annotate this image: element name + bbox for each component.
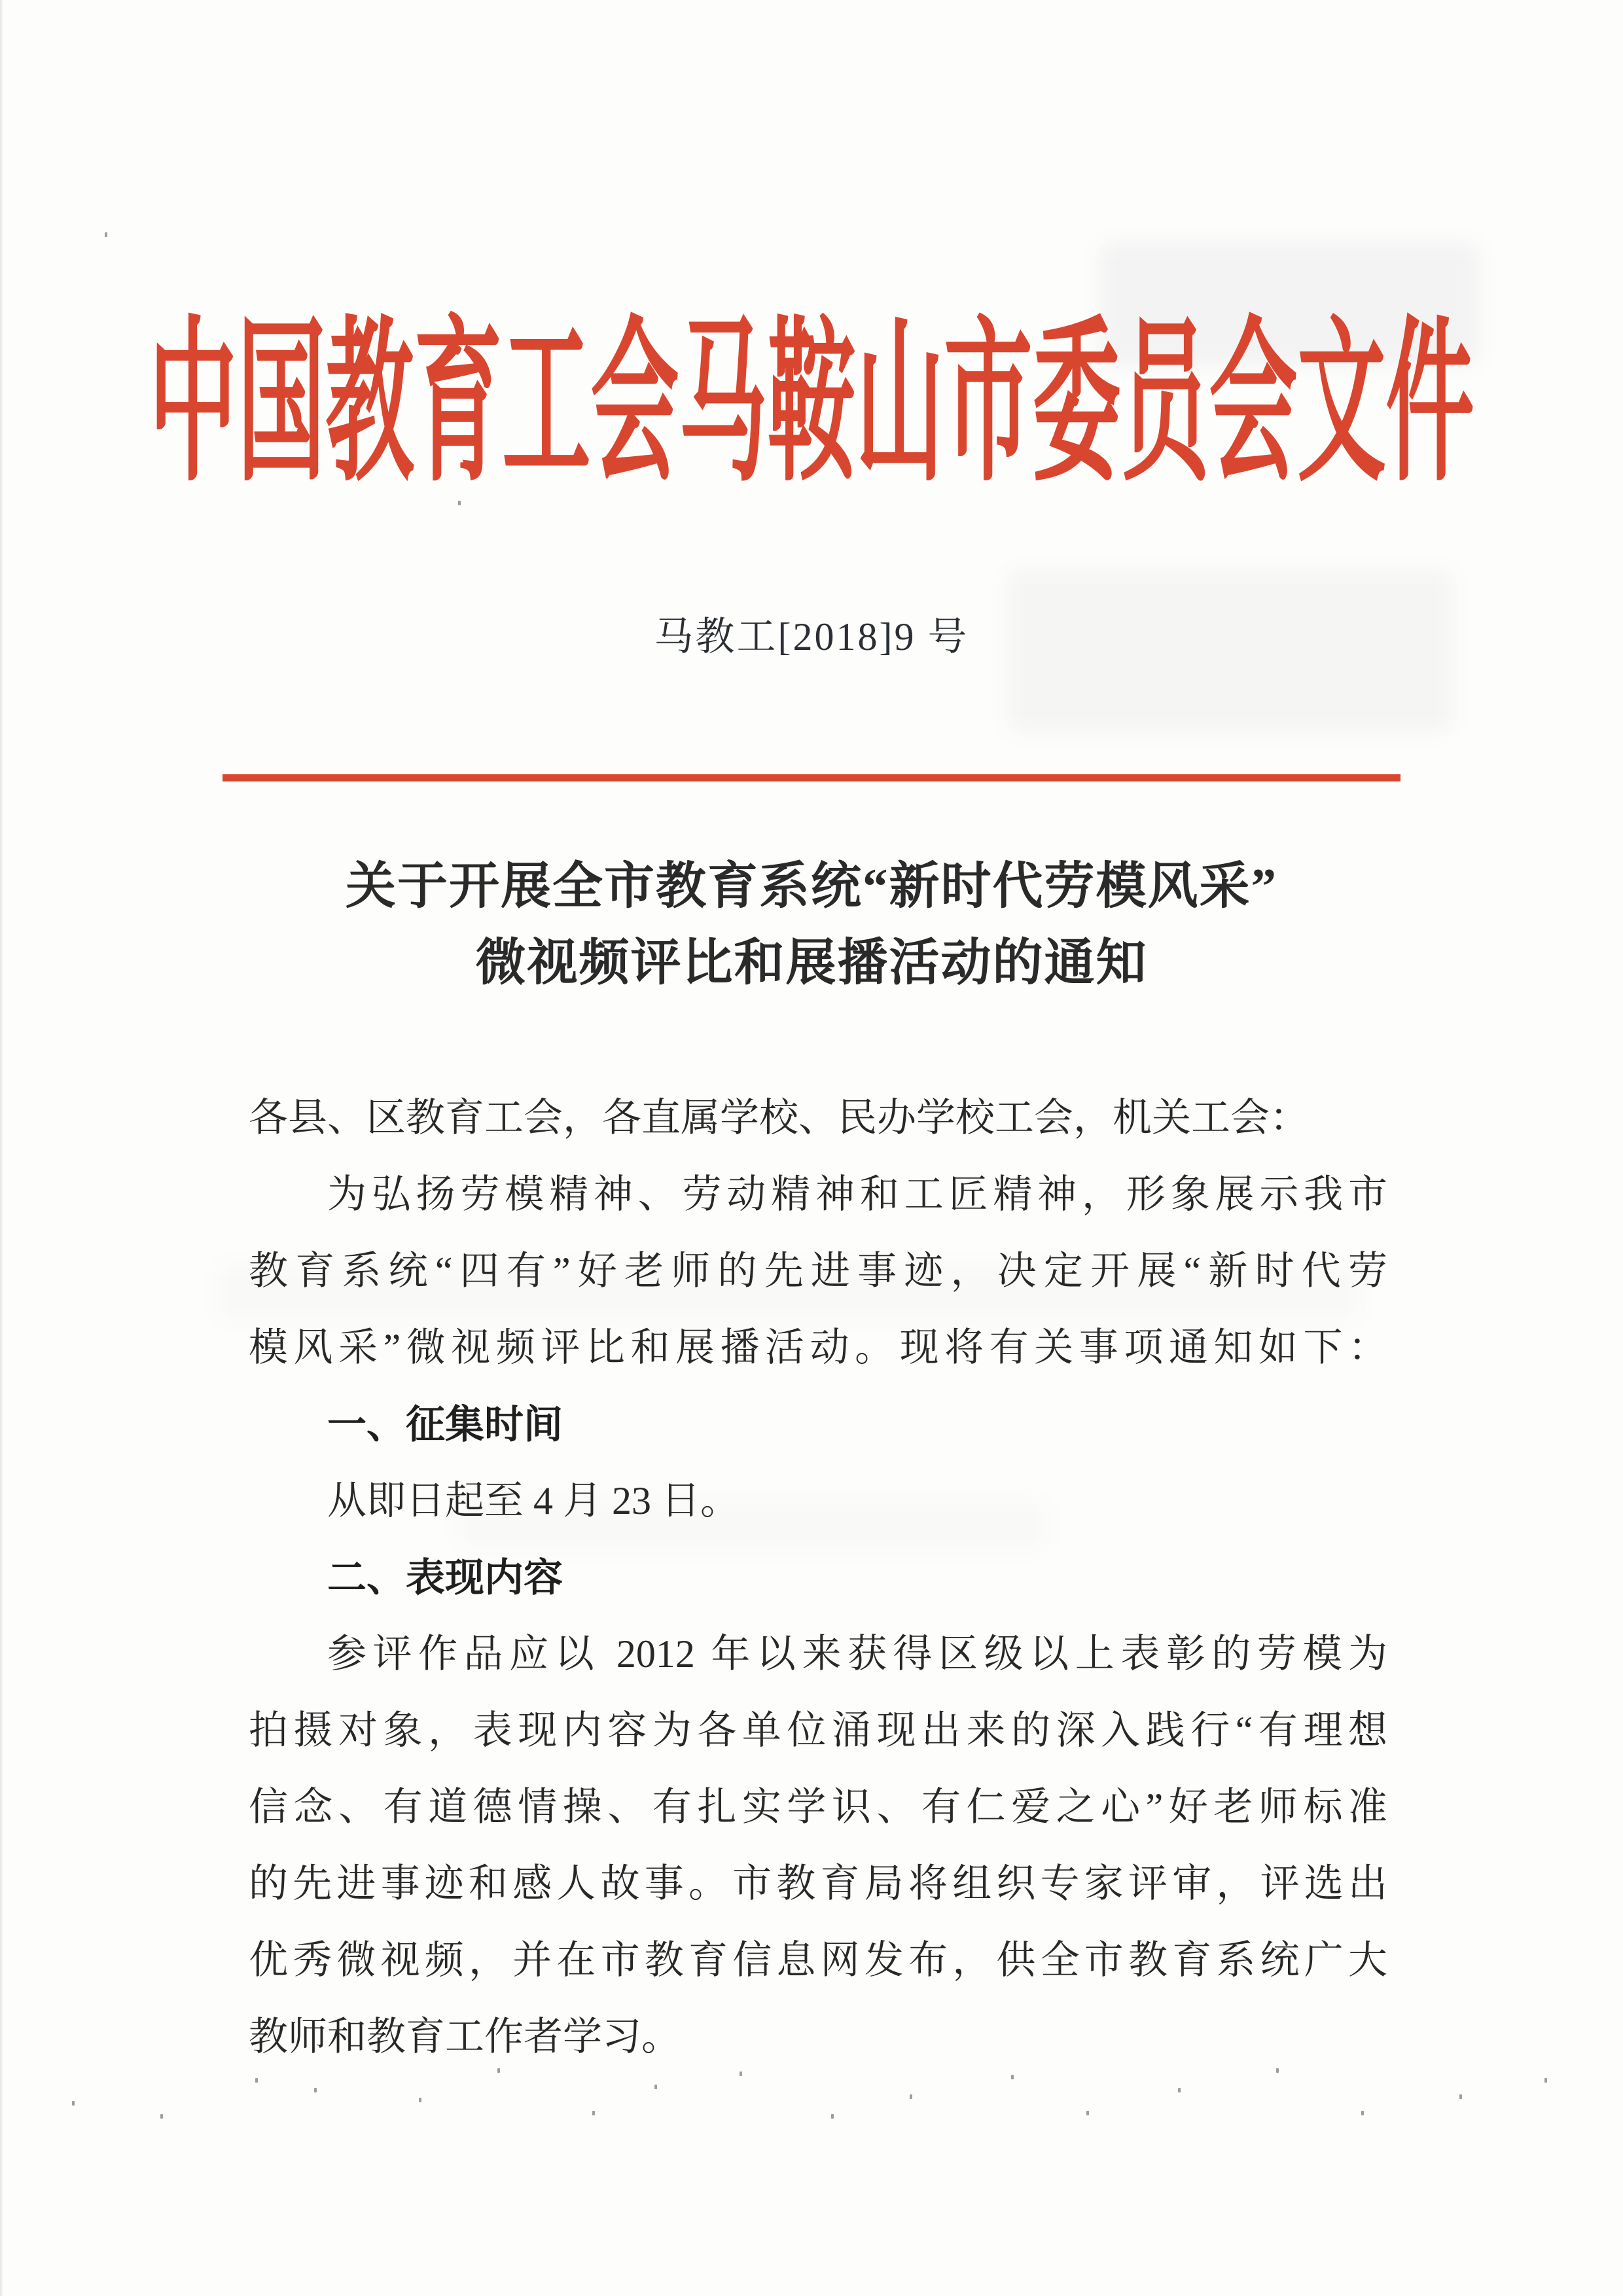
body-text-line: 拍摄对象，表现内容为各单位涌现出来的深入践行“有理想 [249,1709,1387,1752]
body-text-line: 优秀微视频，并在市教育信息网发布，供全市教育系统广大 [249,1939,1387,1982]
body-text-line: 信念、有道德情操、有扎实学识、有仁爱之心”好老师标准 [249,1785,1387,1829]
body-text-line: 从即日起至 4 月 23 日。 [327,1479,740,1522]
scan-speck [592,2111,595,2115]
scan-speck [740,2072,742,2076]
letterhead-org-title: 中国教育工会马鞍山市委员会文件 [149,308,1474,503]
scan-speck [1276,2068,1279,2073]
scan-speck [105,232,107,237]
body-text-line: 参评作品应以 2012 年以来获得区级以上表彰的劳模为 [327,1632,1387,1676]
document-body [249,1080,1387,2075]
document-number: 马教工[2018]9 号 [654,615,969,658]
scan-speck [654,2085,657,2089]
notice-title-line2: 微视频评比和展播活动的通知 [475,935,1148,991]
scan-speck [72,2101,75,2106]
scan-speck [910,2094,912,2099]
body-text-line: 为弘扬劳模精神、劳动精神和工匠精神，形象展示我市 [327,1173,1387,1216]
scan-speck [831,2114,834,2119]
section-heading: 一、征集时间 [327,1403,563,1446]
scan-speck [1178,2088,1181,2092]
scan-speck [1086,2111,1089,2115]
scan-speck [458,501,461,505]
scan-speck [497,2068,500,2073]
scan-speck [314,2088,317,2092]
scan-speck [1459,2094,1462,2099]
section-heading: 二、表现内容 [327,1556,563,1600]
notice-title-line1: 关于开展全市教育系统“新时代劳模风采” [346,858,1277,914]
scan-speck [1544,2078,1547,2083]
scan-speck [1011,2075,1014,2079]
red-separator-line [223,774,1400,781]
scan-speck [1361,2111,1364,2115]
scan-speck [160,2114,163,2119]
notice-title [0,848,1623,1001]
scan-speck [419,2098,421,2102]
body-text-line: 教育系统“四有”好老师的先进事迹，决定开展“新时代劳 [249,1249,1387,1293]
scan-speck [255,2078,258,2083]
body-text-line: 模风采”微视频评比和展播活动。现将有关事项通知如下： [249,1326,1387,1369]
body-text-line: 的先进事迹和感人故事。市教育局将组织专家评审，评选出 [249,1862,1387,1905]
body-text-line: 教师和教育工作者学习。 [249,2015,681,2058]
body-text-line: 各县、区教育工会，各直属学校、民办学校工会，机关工会： [249,1096,1309,1139]
